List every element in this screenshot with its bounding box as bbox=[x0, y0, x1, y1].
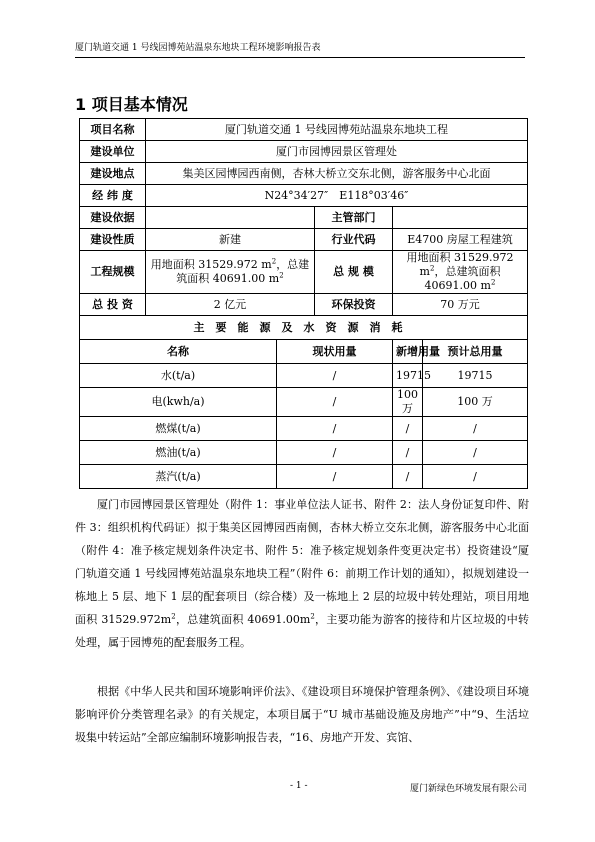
resource-current: / bbox=[277, 388, 393, 417]
project-name-value: 厦门轨道交通 1 号线园博苑站温泉东地块工程 bbox=[146, 119, 528, 141]
resource-name: 电(kwh/a) bbox=[80, 388, 277, 417]
scale-value-b: ，总建筑面积 40691.00 m bbox=[176, 258, 310, 285]
nature-value: 新建 bbox=[146, 229, 315, 251]
paragraph-regulations: 根据《中华人民共和国环境影响评价法》、《建设项目环境保护管理条例》、《建设项目环境影响评价分类管理名录》的有关规定，本项目属于“U 城市基础设施及房地产”中“9、生活垃圾集中转运站”全部应编制环境影响报告表，“16、房地产开发、宾馆、 bbox=[75, 685, 529, 744]
industry-code-label: 行业代码 bbox=[315, 229, 393, 251]
env-investment-value: 70 万元 bbox=[393, 294, 528, 316]
resource-added: / bbox=[393, 465, 423, 489]
section-title: 1 项目基本情况 bbox=[75, 95, 188, 114]
resource-current: / bbox=[277, 417, 393, 441]
footer-organization: 厦门新绿色环境发展有限公司 bbox=[409, 784, 527, 794]
row-basis bbox=[80, 207, 528, 229]
resource-row bbox=[80, 441, 528, 465]
resource-current: / bbox=[277, 465, 393, 489]
basis-label: 建设依据 bbox=[80, 207, 146, 229]
industry-code-value: E4700 房屋工程建筑 bbox=[393, 229, 528, 251]
project-info-table bbox=[79, 118, 528, 489]
total-scale-value bbox=[393, 251, 528, 294]
resource-total: / bbox=[423, 441, 528, 465]
total-scale-label: 总 规 模 bbox=[315, 251, 393, 294]
location-value: 集美区园博园西南侧，杏林大桥立交东北侧，游客服务中心北面 bbox=[146, 163, 528, 185]
investment-label: 总 投 资 bbox=[80, 294, 146, 316]
header-divider bbox=[75, 57, 525, 58]
resource-row bbox=[80, 417, 528, 441]
scale-label: 工程规模 bbox=[80, 251, 146, 294]
resource-total: / bbox=[423, 417, 528, 441]
row-investment bbox=[80, 294, 528, 316]
row-resource-section bbox=[80, 316, 528, 340]
resource-name: 蒸汽(t/a) bbox=[80, 465, 277, 489]
paragraph-sup-2: 2 bbox=[310, 612, 315, 621]
resource-header-total: 预计总用量 bbox=[423, 340, 528, 364]
scale-sup-2: 2 bbox=[279, 271, 284, 280]
resource-current: / bbox=[277, 441, 393, 465]
scale-sup-1: 2 bbox=[271, 257, 277, 266]
page-number: - 1 - bbox=[290, 781, 308, 791]
resource-section-title: 主要能源及水资源消耗 bbox=[80, 316, 528, 340]
authority-label: 主管部门 bbox=[315, 207, 393, 229]
resource-total: 100 万 bbox=[423, 388, 528, 417]
authority-value bbox=[393, 207, 528, 229]
paragraph-1-part-a: 厦门市园博园景区管理处（附件 1：事业单位法人证书、附件 2：法人身份证复印件、附件 3：组织机构代码证）拟于集美区园博园西南侧，杏林大桥立交东北侧，游客服务中心北面（附件 4：准予核定规划条件决定书、附件 5：准予核定规划条件变更决定书）投资建设“厦门轨道交通 1 号线园博苑站温泉东地块工程”（附件 6：前期工作计划的通知），拟规划建设一栋地上 5 层、地下 1 层的配套项目（综合楼）及一栋地上 2 层的垃圾中转处理站，项目用地面积 31529.972m bbox=[75, 498, 529, 626]
nature-label: 建设性质 bbox=[80, 229, 146, 251]
paragraph-project-intro bbox=[75, 493, 529, 654]
resource-added: 100 万 bbox=[393, 388, 423, 417]
row-builder bbox=[80, 141, 528, 163]
total-scale-value-b: ，总建筑面积 40691.00 m bbox=[424, 265, 501, 292]
resource-row bbox=[80, 364, 528, 388]
location-label: 建设地点 bbox=[80, 163, 146, 185]
paragraph-1-part-c: ，主要功能为游客的接待和片区垃圾的中转处理，属于园博苑的配套服务工程。 bbox=[75, 613, 529, 649]
project-name-label: 项目名称 bbox=[80, 119, 146, 141]
resource-total: 19715 bbox=[423, 364, 528, 388]
row-scale bbox=[80, 251, 528, 294]
running-header: 厦门轨道交通 1 号线园博苑站温泉东地块工程环境影响报告表 bbox=[75, 43, 321, 53]
resource-header-added: 新增用量 bbox=[393, 340, 423, 364]
resource-name: 燃煤(t/a) bbox=[80, 417, 277, 441]
total-scale-sup-2: 2 bbox=[490, 278, 496, 287]
paragraph-1-part-b: ，总建筑面积 40691.00m bbox=[175, 613, 311, 626]
builder-label: 建设单位 bbox=[80, 141, 146, 163]
builder-value: 厦门市园博园景区管理处 bbox=[146, 141, 528, 163]
resource-name: 水(t/a) bbox=[80, 364, 277, 388]
row-coords bbox=[80, 185, 528, 207]
resource-added: / bbox=[393, 417, 423, 441]
resource-header-current: 现状用量 bbox=[277, 340, 393, 364]
resource-row bbox=[80, 465, 528, 489]
row-project-name bbox=[80, 119, 528, 141]
coords-label: 经 纬 度 bbox=[80, 185, 146, 207]
resource-name: 燃油(t/a) bbox=[80, 441, 277, 465]
total-scale-sup-1: 2 bbox=[429, 264, 435, 273]
row-location bbox=[80, 163, 528, 185]
resource-header-name: 名称 bbox=[80, 340, 277, 364]
resource-added: / bbox=[393, 441, 423, 465]
env-investment-label: 环保投资 bbox=[315, 294, 393, 316]
row-resource-headers bbox=[80, 340, 528, 364]
resource-added: 19715 bbox=[393, 364, 423, 388]
total-scale-value-a: 用地面积 31529.972 m bbox=[406, 251, 514, 278]
coords-value: N24°34′27″ E118°03′46″ bbox=[146, 185, 528, 207]
resource-row bbox=[80, 388, 528, 417]
basis-value bbox=[146, 207, 315, 229]
scale-value-a: 用地面积 31529.972 m bbox=[150, 258, 272, 271]
row-nature bbox=[80, 229, 528, 251]
scale-value bbox=[146, 251, 315, 294]
resource-current: / bbox=[277, 364, 393, 388]
resource-total: / bbox=[423, 465, 528, 489]
paragraph-sup-1: 2 bbox=[171, 612, 176, 621]
investment-value: 2 亿元 bbox=[146, 294, 315, 316]
